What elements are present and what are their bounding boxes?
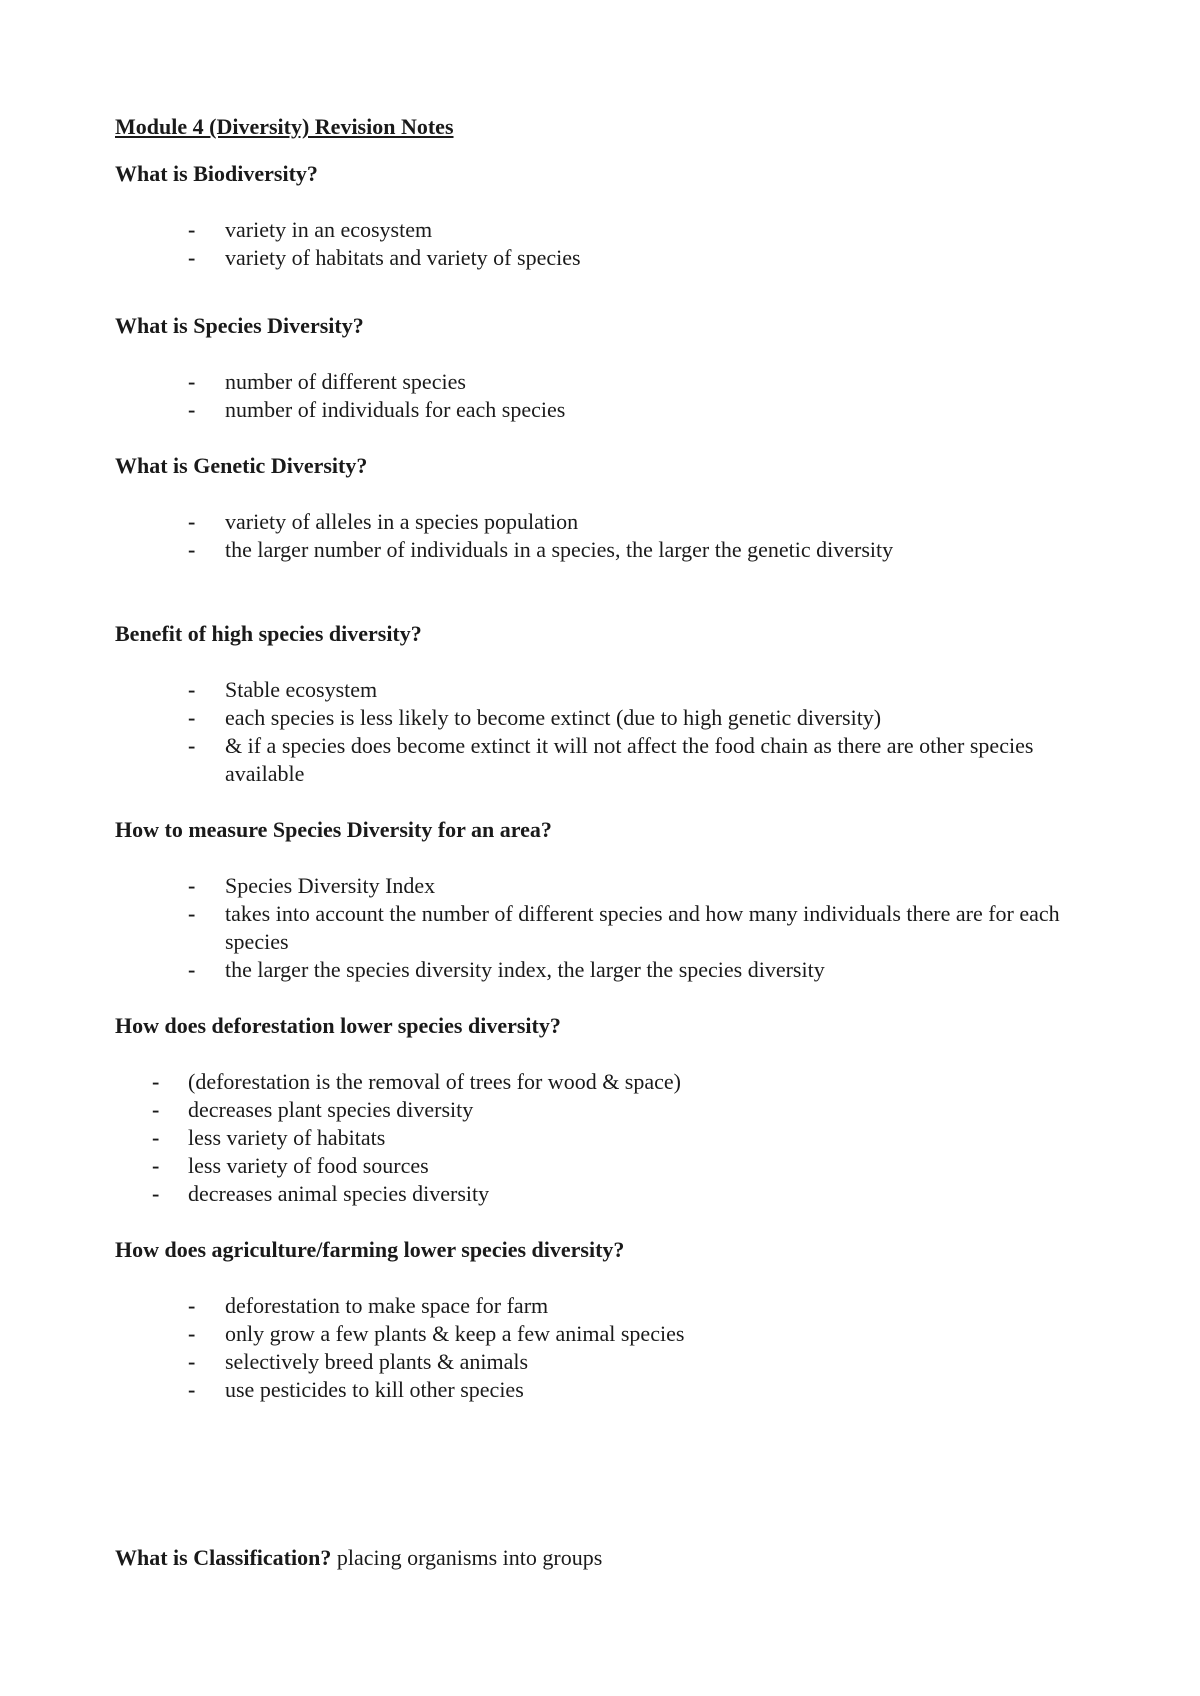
section-heading: How does deforestation lower species diversity?	[115, 1013, 561, 1038]
bullet-list	[115, 508, 1075, 564]
section-heading: What is Species Diversity?	[115, 313, 364, 338]
list-item: - the larger the species diversity index, the larger the species diversity	[115, 956, 1075, 984]
section-biodiversity	[115, 160, 1075, 272]
list-item: - variety of habitats and variety of species	[115, 244, 1075, 272]
section-heading: Benefit of high species diversity?	[115, 621, 422, 646]
list-item: - Species Diversity Index	[115, 872, 1075, 900]
list-item: - less variety of habitats	[115, 1124, 1075, 1152]
section-measure	[115, 816, 1075, 984]
section-benefit	[115, 620, 1075, 788]
list-item: - the larger number of individuals in a species, the larger the genetic diversity	[115, 536, 1075, 564]
list-item: - & if a species does become extinct it will not affect the food chain as there are other species available	[115, 732, 1075, 788]
section-classification	[115, 1544, 1075, 1572]
list-item: - decreases plant species diversity	[115, 1096, 1075, 1124]
list-item: - takes into account the number of different species and how many individuals there are for each species	[115, 900, 1075, 956]
section-heading: What is Genetic Diversity?	[115, 453, 368, 478]
list-item: - only grow a few plants & keep a few animal species	[115, 1320, 1075, 1348]
list-item: - each species is less likely to become extinct (due to high genetic diversity)	[115, 704, 1075, 732]
section-heading: How to measure Species Diversity for an area?	[115, 817, 552, 842]
list-item: - use pesticides to kill other species	[115, 1376, 1075, 1404]
bullet-list	[115, 368, 1075, 424]
section-heading: What is Biodiversity?	[115, 161, 318, 186]
bullet-list	[115, 676, 1075, 788]
section-heading	[115, 1544, 1075, 1572]
section-deforestation	[115, 1012, 1075, 1208]
list-item: - selectively breed plants & animals	[115, 1348, 1075, 1376]
section-species-diversity	[115, 312, 1075, 424]
classification-answer: placing organisms into groups	[336, 1545, 603, 1570]
bullet-list	[115, 872, 1075, 984]
list-item: - variety of alleles in a species population	[115, 508, 1075, 536]
document-title: Module 4 (Diversity) Revision Notes	[115, 114, 454, 139]
list-item: - decreases animal species diversity	[115, 1180, 1075, 1208]
list-item: - Stable ecosystem	[115, 676, 1075, 704]
list-item: - number of different species	[115, 368, 1075, 396]
list-item: - number of individuals for each species	[115, 396, 1075, 424]
section-genetic-diversity	[115, 452, 1075, 564]
classification-question: What is Classification?	[115, 1545, 332, 1570]
bullet-list	[115, 216, 1075, 272]
list-item: - (deforestation is the removal of trees for wood & space)	[115, 1068, 1075, 1096]
list-item: - less variety of food sources	[115, 1152, 1075, 1180]
bullet-list	[115, 1292, 1075, 1404]
section-heading: How does agriculture/farming lower species diversity?	[115, 1237, 625, 1262]
bullet-list	[115, 1068, 1075, 1208]
list-item: - deforestation to make space for farm	[115, 1292, 1075, 1320]
section-agriculture	[115, 1236, 1075, 1404]
list-item: - variety in an ecosystem	[115, 216, 1075, 244]
